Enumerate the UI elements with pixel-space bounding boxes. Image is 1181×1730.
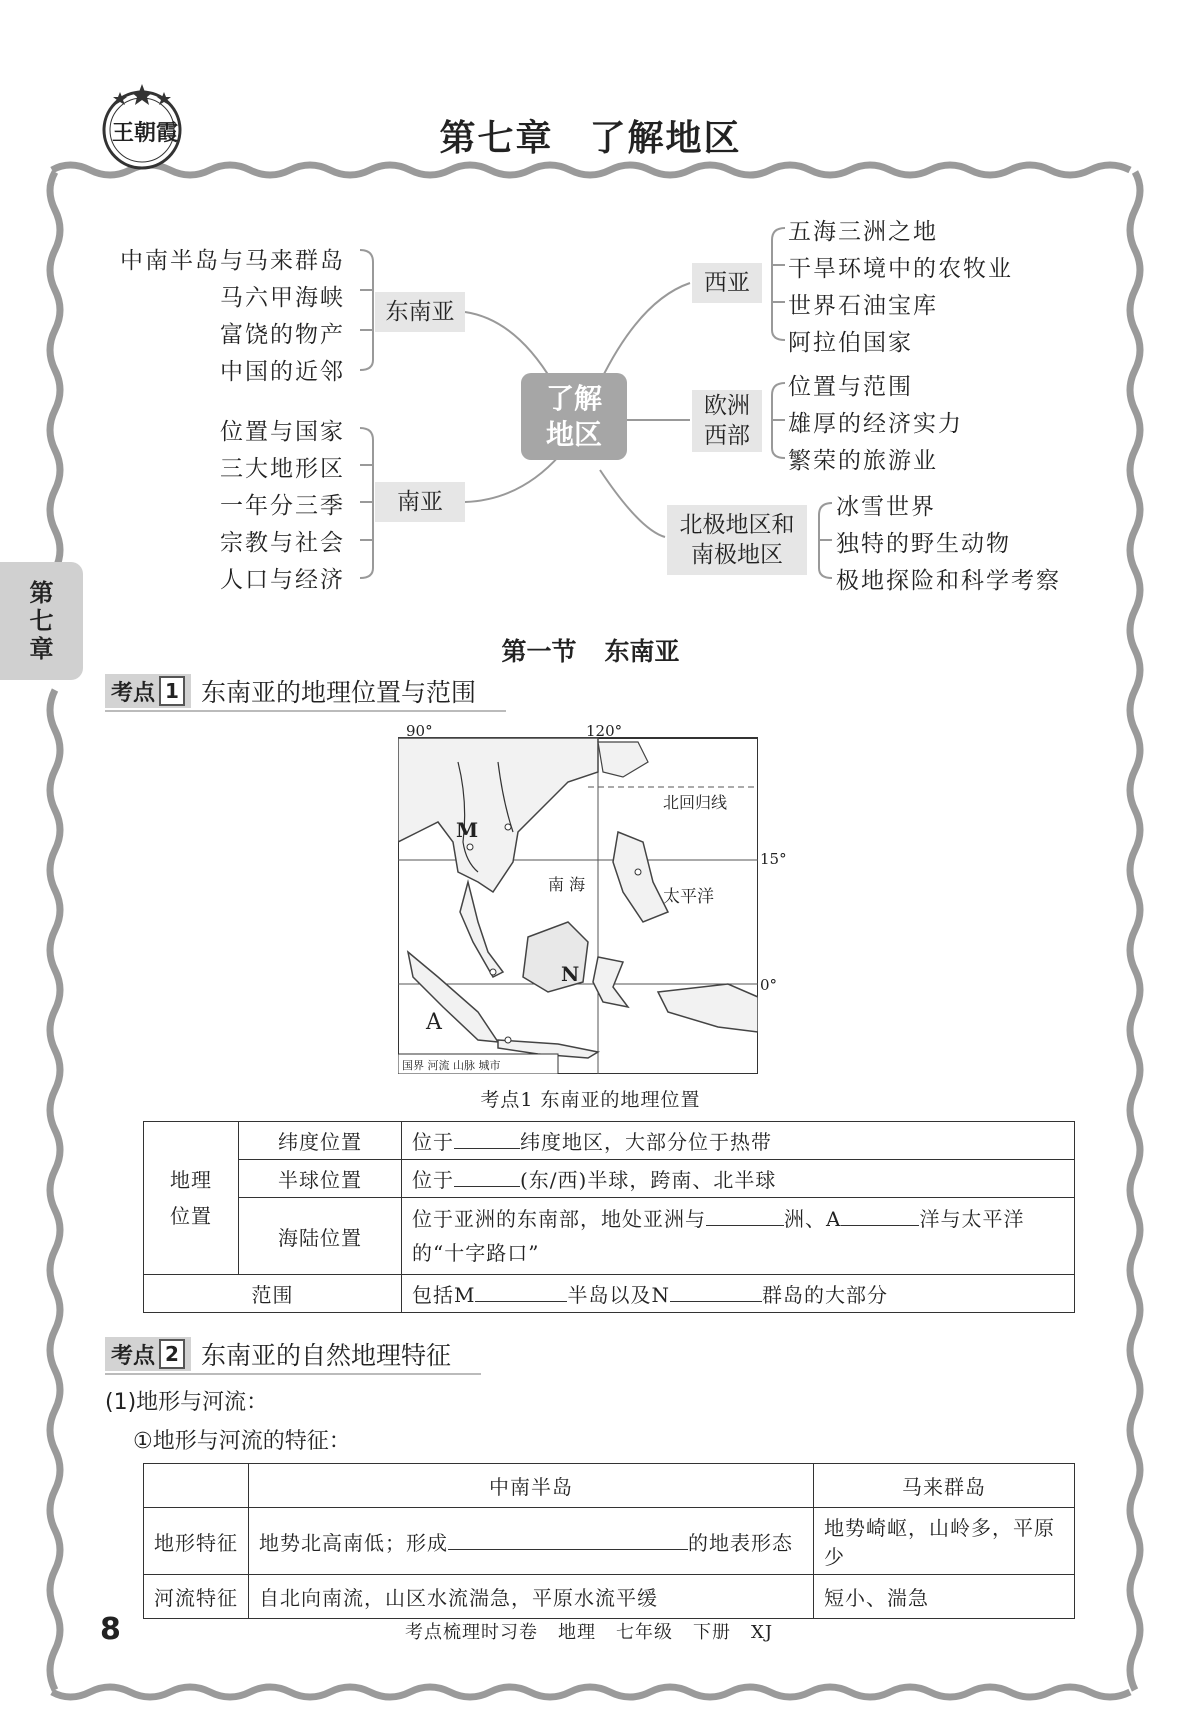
map-lat-label: 15° [760,850,787,868]
fill-blank[interactable] [448,1531,688,1550]
node-line: 南极地区 [691,542,783,568]
map-caption: 考点1 东南亚的地理位置 [480,1089,701,1111]
node-line: 西部 [704,423,750,449]
side-tab-char: 七 [29,607,54,635]
fill-blank[interactable] [475,1283,567,1302]
kaodian-number: 2 [159,1339,185,1369]
terrain-river-table [143,1463,1075,1619]
mindmap-leaf: 繁荣的旅游业 [788,448,938,474]
mindmap-leaf: 雄厚的经济实力 [788,411,963,437]
table1-row-label: 海陆位置 [239,1198,402,1275]
table2-header [144,1464,249,1508]
mindmap-leaf: 阿拉伯国家 [788,330,913,356]
mindmap-leaf: 干旱环境中的农牧业 [788,256,1013,282]
map-marker-m: M [456,818,479,842]
table2-cell: 地势崎岖，山岭多，平原少 [814,1508,1075,1575]
mindmap-leaf: 马六甲海峡 [220,285,345,311]
table2-header: 马来群岛 [814,1464,1075,1508]
logo-text: 王朝霞 [112,120,179,146]
map-lat-label: 0° [760,976,778,994]
map-marker-a: A [426,1010,442,1035]
table2-cell: 自北向南流，山区水流湍急，平原水流平缓 [249,1575,814,1619]
table2-cell: 短小、湍急 [814,1575,1075,1619]
map-ocean-label: 太平洋 [663,887,714,907]
mindmap-leaf: 五海三洲之地 [788,219,938,245]
mindmap-leaf: 一年分三季 [220,493,345,519]
section-name: 东南亚 [604,637,680,666]
mindmap-node-south-asia: 南亚 [375,482,465,522]
mindmap-leaf: 人口与经济 [220,567,345,593]
southeast-asia-map [398,722,787,1074]
mindmap-node-polar-regions [667,505,807,575]
mindmap-node-southeast-asia: 东南亚 [375,292,465,332]
kaodian-1-heading [105,672,506,712]
footer-item: 下册 [693,1622,731,1643]
table1-cell: 位于 (东/西)半球，跨南、北半球 [402,1160,1075,1198]
table1-group-label: 地理 位置 [144,1122,239,1275]
subheading-terrain-features: ①地形与河流的特征： [133,1429,351,1454]
footer-item: 七年级 [616,1622,673,1643]
mindmap-leaf: 宗教与社会 [220,530,345,556]
table1-cell: 位于亚洲的东南部，地处亚洲与 洲、A 洋与太平洋 的“十字路口” [402,1198,1075,1275]
table1-range-label: 范围 [144,1275,402,1313]
mindmap-leaf: 位置与范围 [788,374,913,400]
side-tab-char: 第 [29,579,54,607]
map-lon-label: 120° [586,722,623,740]
table1-row-label: 半球位置 [239,1160,402,1198]
section-number: 第一节 [501,637,577,666]
map-marker-n: N [561,962,580,986]
footer-item: XJ [751,1622,774,1643]
map-legend: 国界 河流 山脉 城市 [402,1059,501,1072]
mindmap-leaf: 独特的野生动物 [836,531,1011,557]
map-tropic-label: 北回归线 [663,793,728,812]
side-tab-char: 章 [29,635,54,663]
map-lon-label: 90° [406,722,433,740]
mindmap-leaf: 极地探险和科学考察 [836,568,1061,594]
geo-location-table [143,1121,1075,1313]
mindmap-node-western-europe [692,390,762,452]
table1-cell: 包括M 半岛以及N 群岛的大部分 [402,1275,1075,1313]
table1-cell: 位于 纬度地区，大部分位于热带 [402,1122,1075,1160]
fill-blank[interactable] [454,1168,520,1187]
fill-blank[interactable] [706,1207,784,1226]
table2-header: 中南半岛 [249,1464,814,1508]
center-line: 地区 [545,417,602,451]
fill-blank[interactable] [670,1283,762,1302]
mindmap-leaf: 三大地形区 [220,456,345,482]
mindmap-leaf: 冰雪世界 [836,494,936,520]
map-sea-label: 南 海 [548,875,586,894]
mindmap-leaf: 位置与国家 [220,419,345,445]
mindmap-leaf: 富饶的物产 [220,322,345,348]
mindmap-leaf: 中南半岛与马来群岛 [120,248,345,274]
kaodian-2-heading [105,1335,481,1375]
section-title [0,632,1181,668]
mindmap-leaf: 中国的近邻 [220,359,345,385]
table2-cell: 地势北高南低；形成 的地表形态 [249,1508,814,1575]
kaodian-label: 考点 2 [105,1337,191,1371]
subheading-terrain-rivers: (1)地形与河流： [105,1390,269,1415]
kaodian-number: 1 [159,676,185,706]
kaodian-label: 考点 1 [105,674,191,708]
table2-row-label: 河流特征 [144,1575,249,1619]
footer-item: 考点梳理时习卷 [405,1622,538,1643]
chapter-label: 第七章 [439,118,554,159]
table1-row-label: 纬度位置 [239,1122,402,1160]
page-number: 8 [100,1612,121,1647]
kaodian-title: 东南亚的自然地理特征 [201,1341,452,1370]
kaodian-title: 东南亚的地理位置与范围 [201,678,477,707]
mindmap-leaf: 世界石油宝库 [788,293,938,319]
chapter-name: 了解地区 [589,118,742,159]
center-line: 了解 [545,381,602,415]
fill-blank[interactable] [454,1130,520,1149]
node-line: 北极地区和 [679,512,795,538]
table2-row-label: 地形特征 [144,1508,249,1575]
node-line: 欧洲 [704,393,750,419]
mindmap-node-west-asia: 西亚 [692,263,762,303]
mindmap-center-node [521,373,627,460]
footer-item: 地理 [558,1622,596,1643]
fill-blank[interactable] [841,1207,919,1226]
footer-info [395,1618,783,1644]
